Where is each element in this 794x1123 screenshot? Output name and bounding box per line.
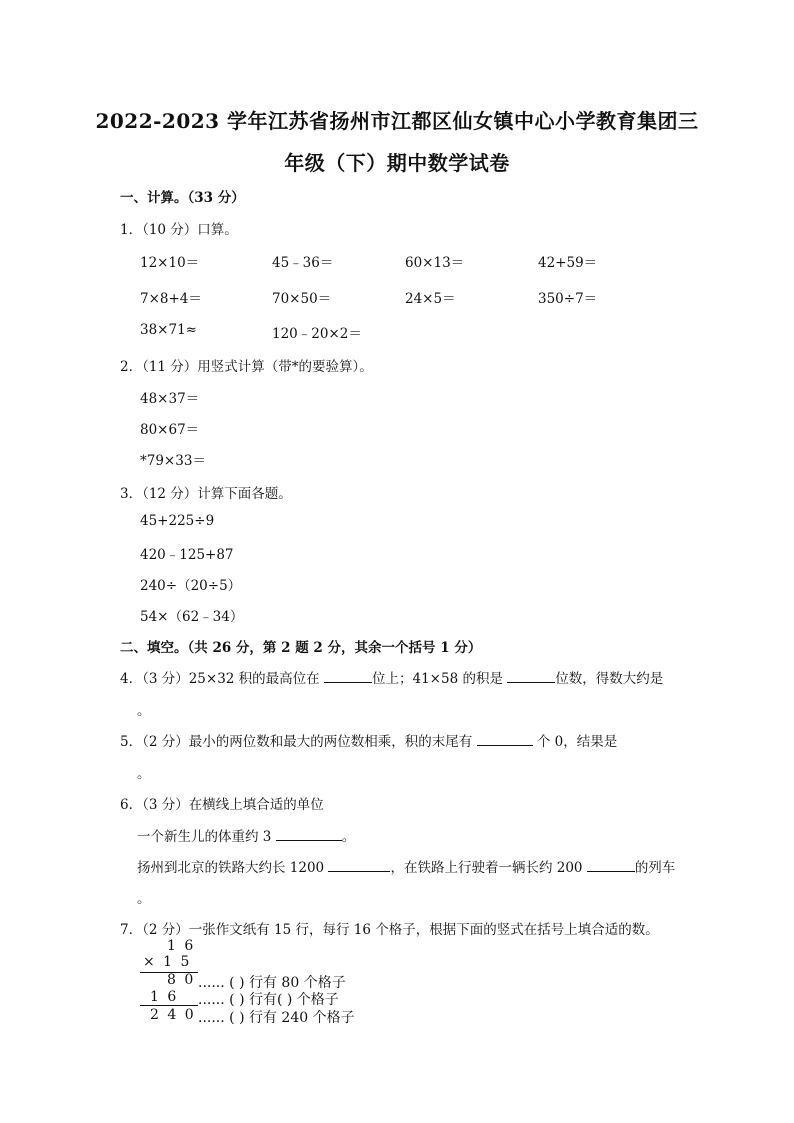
calc-note-2: ...... ( ) 行有( ) 个格子 [198,992,339,1008]
q1-item: 45﹣36＝ [272,255,334,271]
q4-text-3: 位数，得数大约是 [555,671,664,687]
calc-partial-2: 1 6 [150,989,179,1005]
q1-item: 38×71≈ [140,322,197,338]
q1-item: 60×13＝ [405,255,465,271]
q4-text-1: 4．（3 分）25×32 积的最高位在 [120,671,320,687]
q2-item: 48×37＝ [140,391,200,407]
q6-end: 。 [137,891,151,907]
q1-label: 1．（10 分）口算。 [120,222,238,238]
answer-blank[interactable] [587,859,635,872]
calc-multiplier: × 1 5 [143,954,192,970]
q6-label: 6．（3 分）在横线上填合适的单位 [120,797,324,813]
q2-label: 2．（11 分）用竖式计算（带*的要验算）。 [120,359,373,375]
q1-item: 12×10＝ [140,255,200,271]
q3-item: 240÷（20÷5） [140,578,242,594]
q6-s2-text-2: ，在铁路上行驶着一辆长约 200 [390,860,583,876]
q1-item: 42+59＝ [538,255,598,271]
vertical-multiplication [140,938,392,1024]
q6-sentence-1 [137,825,355,845]
q6-s1-text: 一个新生儿的体重约 3 [137,829,272,845]
calc-divider [140,1005,198,1006]
q3-item: 54×（62﹣34） [140,609,244,625]
q5-text-1: 5．（2 分）最小的两位数和最大的两位数相乘，积的末尾有 [120,734,473,750]
q2-item: *79×33＝ [140,453,206,469]
calc-product: 2 4 0 [150,1007,196,1023]
q6-s1-end: 。 [341,829,356,845]
answer-blank[interactable] [324,670,372,683]
q1-item: 7×8+4＝ [140,291,202,307]
q6-sentence-2 [137,856,675,876]
answer-blank[interactable] [507,670,555,683]
answer-blank[interactable] [477,733,533,746]
q1-item: 24×5＝ [405,291,456,307]
q4-text-2: 位上；41×58 的积是 [371,671,503,687]
calc-note-1: ...... ( ) 行有 80 个格子 [198,975,346,991]
section2-heading: 二、填空。（共 26 分，第 2 题 2 分，其余一个括号 1 分） [120,640,482,656]
calc-multiplicand: 1 6 [167,938,196,954]
q4-line [120,667,663,687]
q6-s2-text-3: 的列车 [634,860,676,876]
calc-note-3: ...... ( ) 行有 240 个格子 [198,1010,355,1026]
q3-label: 3．（12 分）计算下面各题。 [120,486,292,502]
q1-item: 70×50＝ [272,291,332,307]
page-title-line2: 年级（下）期中数学试卷 [284,151,510,175]
q3-item: 45+225÷9 [140,513,215,529]
q3-item: 420﹣125+87 [140,547,234,563]
q2-item: 80×67＝ [140,422,200,438]
q1-item: 350÷7＝ [538,291,598,307]
calc-partial-1: 8 0 [167,972,196,988]
page-title-line1: 2022-2023 学年江苏省扬州市江都区仙女镇中心小学教育集团三 [95,109,699,133]
q4-end: 。 [137,703,151,719]
answer-blank[interactable] [328,859,390,872]
q6-s2-text-1: 扬州到北京的铁路大约长 1200 [137,860,325,876]
q5-line [120,730,617,750]
q5-end: 。 [137,766,151,782]
q1-item: 120﹣20×2＝ [272,326,362,342]
answer-blank[interactable] [276,828,342,841]
q5-text-2: 个 0，结果是 [536,734,618,750]
section1-heading: 一、计算。（33 分） [120,190,245,206]
q7-label: 7．（2 分）一张作文纸有 15 行，每行 16 个格子，根据下面的竖式在括号上填合适的数。 [120,922,659,938]
